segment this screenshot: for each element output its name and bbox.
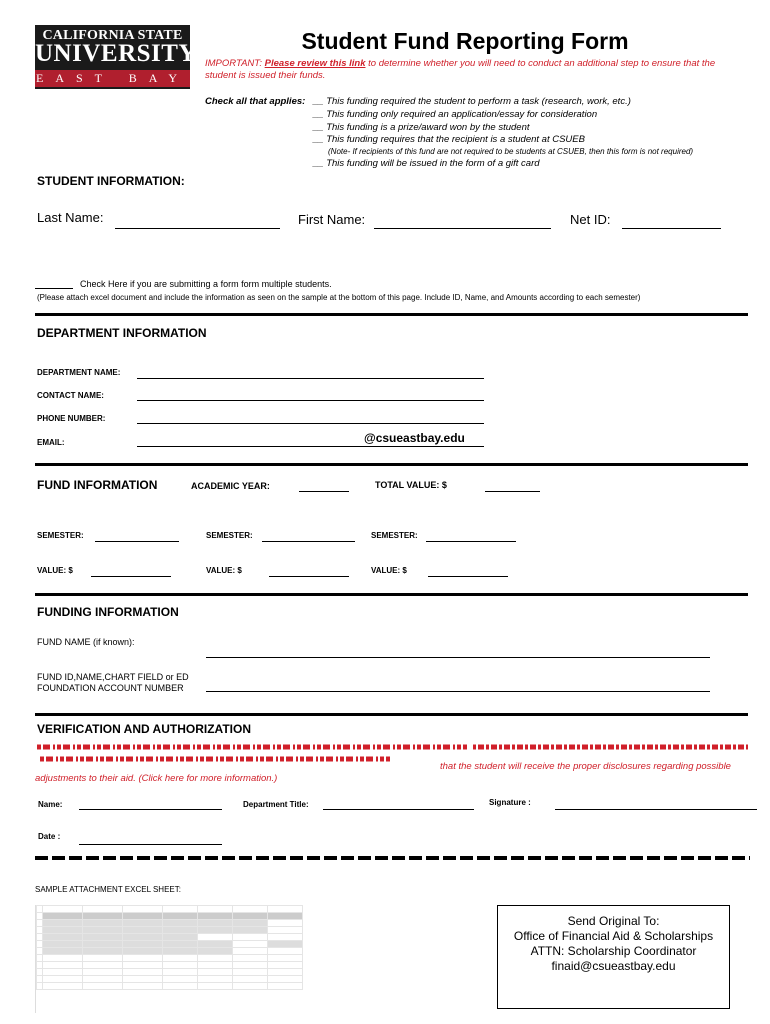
csueb-logo bbox=[35, 25, 197, 89]
check-option-gift-card[interactable]: __ This funding will be issued in the form of a gift card bbox=[313, 158, 540, 169]
value-1-label: VALUE: $ bbox=[37, 566, 73, 575]
value-3-label: VALUE: $ bbox=[371, 566, 407, 575]
email-label: EMAIL: bbox=[37, 438, 65, 447]
verification-text[interactable] bbox=[35, 741, 750, 784]
semester-2-label: SEMESTER: bbox=[206, 531, 253, 540]
signature-label: Signature : bbox=[489, 798, 531, 807]
send-original-box bbox=[497, 905, 730, 1009]
check-option-student[interactable]: __ This funding requires that the recipient is a student at CSUEB bbox=[313, 134, 585, 145]
check-option-application[interactable]: __ This funding only required an application/essay for consideration bbox=[313, 109, 598, 120]
date-field[interactable] bbox=[79, 844, 222, 845]
check-option-prize[interactable]: __ This funding is a prize/award won by the student bbox=[313, 122, 530, 133]
total-value-field[interactable] bbox=[485, 491, 540, 492]
value-2-field[interactable] bbox=[269, 576, 349, 577]
cut-line bbox=[35, 856, 750, 860]
fund-info-heading: FUND INFORMATION bbox=[37, 478, 158, 492]
academic-year-label: ACADEMIC YEAR: bbox=[191, 481, 270, 491]
logo-line-1: CALIFORNIA STATE bbox=[42, 28, 183, 43]
contact-name-label: CONTACT NAME: bbox=[37, 391, 104, 400]
student-info-heading: STUDENT INFORMATION: bbox=[37, 174, 185, 188]
semester-1-label: SEMESTER: bbox=[37, 531, 84, 540]
important-prefix: IMPORTANT: bbox=[205, 58, 265, 69]
department-heading: DEPARTMENT INFORMATION bbox=[37, 326, 207, 340]
date-label: Date : bbox=[38, 832, 61, 841]
section-divider bbox=[35, 463, 748, 466]
review-link[interactable]: Please review this link bbox=[264, 58, 366, 69]
department-title-label: Department Title: bbox=[243, 800, 309, 809]
academic-year-field[interactable] bbox=[299, 491, 349, 492]
section-divider bbox=[35, 713, 748, 716]
fund-name-label: FUND NAME (if known): bbox=[37, 637, 135, 647]
phone-number-field[interactable] bbox=[137, 423, 484, 424]
send-line-3: ATTN: Scholarship Coordinator bbox=[530, 944, 697, 958]
department-name-label: DEPARTMENT NAME: bbox=[37, 368, 121, 377]
net-id-field[interactable] bbox=[622, 228, 721, 229]
email-domain: @csueastbay.edu bbox=[364, 431, 465, 445]
semester-3-label: SEMESTER: bbox=[371, 531, 418, 540]
logo-line-2: UNIVERSITY bbox=[35, 40, 197, 67]
send-line-2: Office of Financial Aid & Scholarships bbox=[513, 929, 714, 943]
fund-name-field[interactable] bbox=[206, 657, 710, 658]
sample-excel-image bbox=[35, 905, 349, 1013]
department-title-field[interactable] bbox=[323, 809, 474, 810]
check-option-task[interactable]: __ This funding required the student to perform a task (research, work, etc.) bbox=[313, 96, 631, 107]
multiple-students-checkbox[interactable] bbox=[35, 288, 73, 289]
total-value-label: TOTAL VALUE: $ bbox=[375, 480, 447, 490]
check-all-label: Check all that applies: bbox=[205, 96, 306, 107]
fund-id-field[interactable] bbox=[206, 691, 710, 692]
name-field[interactable] bbox=[79, 809, 222, 810]
multiple-students-note: (Please attach excel document and include the information as seen on the sample at the bottom of this page. Include ID, Name, and Amounts according to each semester) bbox=[37, 293, 641, 302]
value-2-label: VALUE: $ bbox=[206, 566, 242, 575]
net-id-label: Net ID: bbox=[570, 212, 611, 227]
sample-sheet-grid bbox=[36, 905, 303, 990]
last-name-field[interactable] bbox=[115, 228, 280, 229]
value-1-field[interactable] bbox=[91, 576, 171, 577]
funding-info-heading: FUNDING INFORMATION bbox=[37, 605, 179, 619]
name-label: Name: bbox=[38, 800, 63, 809]
send-line-1: Send Original To: bbox=[567, 914, 660, 928]
check-option-note: (Note- If recipients of this fund are not required to be students at CSUEB, then this form is not required) bbox=[328, 147, 694, 156]
fund-id-label: FUND ID,NAME,CHART FIELD or ED FOUNDATION ACCOUNT NUMBER bbox=[37, 672, 189, 693]
department-name-field[interactable] bbox=[137, 378, 484, 379]
logo-line-3: EAST BAY bbox=[35, 71, 190, 85]
first-name-label: First Name: bbox=[298, 212, 366, 227]
contact-name-field[interactable] bbox=[137, 400, 484, 401]
email-field[interactable] bbox=[137, 446, 484, 447]
verification-heading: VERIFICATION AND AUTHORIZATION bbox=[37, 722, 251, 736]
semester-1-field[interactable] bbox=[95, 541, 179, 542]
value-3-field[interactable] bbox=[428, 576, 508, 577]
sample-label: SAMPLE ATTACHMENT EXCEL SHEET: bbox=[35, 885, 181, 894]
semester-3-field[interactable] bbox=[426, 541, 516, 542]
important-suffix: to determine whether you will need to conduct an additional step to ensure that the student is issued their funds. bbox=[205, 58, 716, 81]
first-name-field[interactable] bbox=[374, 228, 551, 229]
important-notice bbox=[205, 58, 725, 82]
last-name-label: Last Name: bbox=[37, 210, 104, 225]
multiple-students-label: Check Here if you are submitting a form form multiple students. bbox=[80, 279, 332, 289]
send-email[interactable]: finaid@csueastbay.edu bbox=[551, 959, 676, 973]
signature-field[interactable] bbox=[555, 809, 757, 810]
phone-number-label: PHONE NUMBER: bbox=[37, 414, 106, 423]
section-divider bbox=[35, 593, 748, 596]
section-divider bbox=[35, 313, 748, 316]
form-title: Student Fund Reporting Form bbox=[301, 28, 629, 54]
semester-2-field[interactable] bbox=[262, 541, 355, 542]
verification-tail: that the student will receive the proper disclosures regarding possible adjustments to their aid. (Click here for more information.) bbox=[35, 761, 731, 784]
